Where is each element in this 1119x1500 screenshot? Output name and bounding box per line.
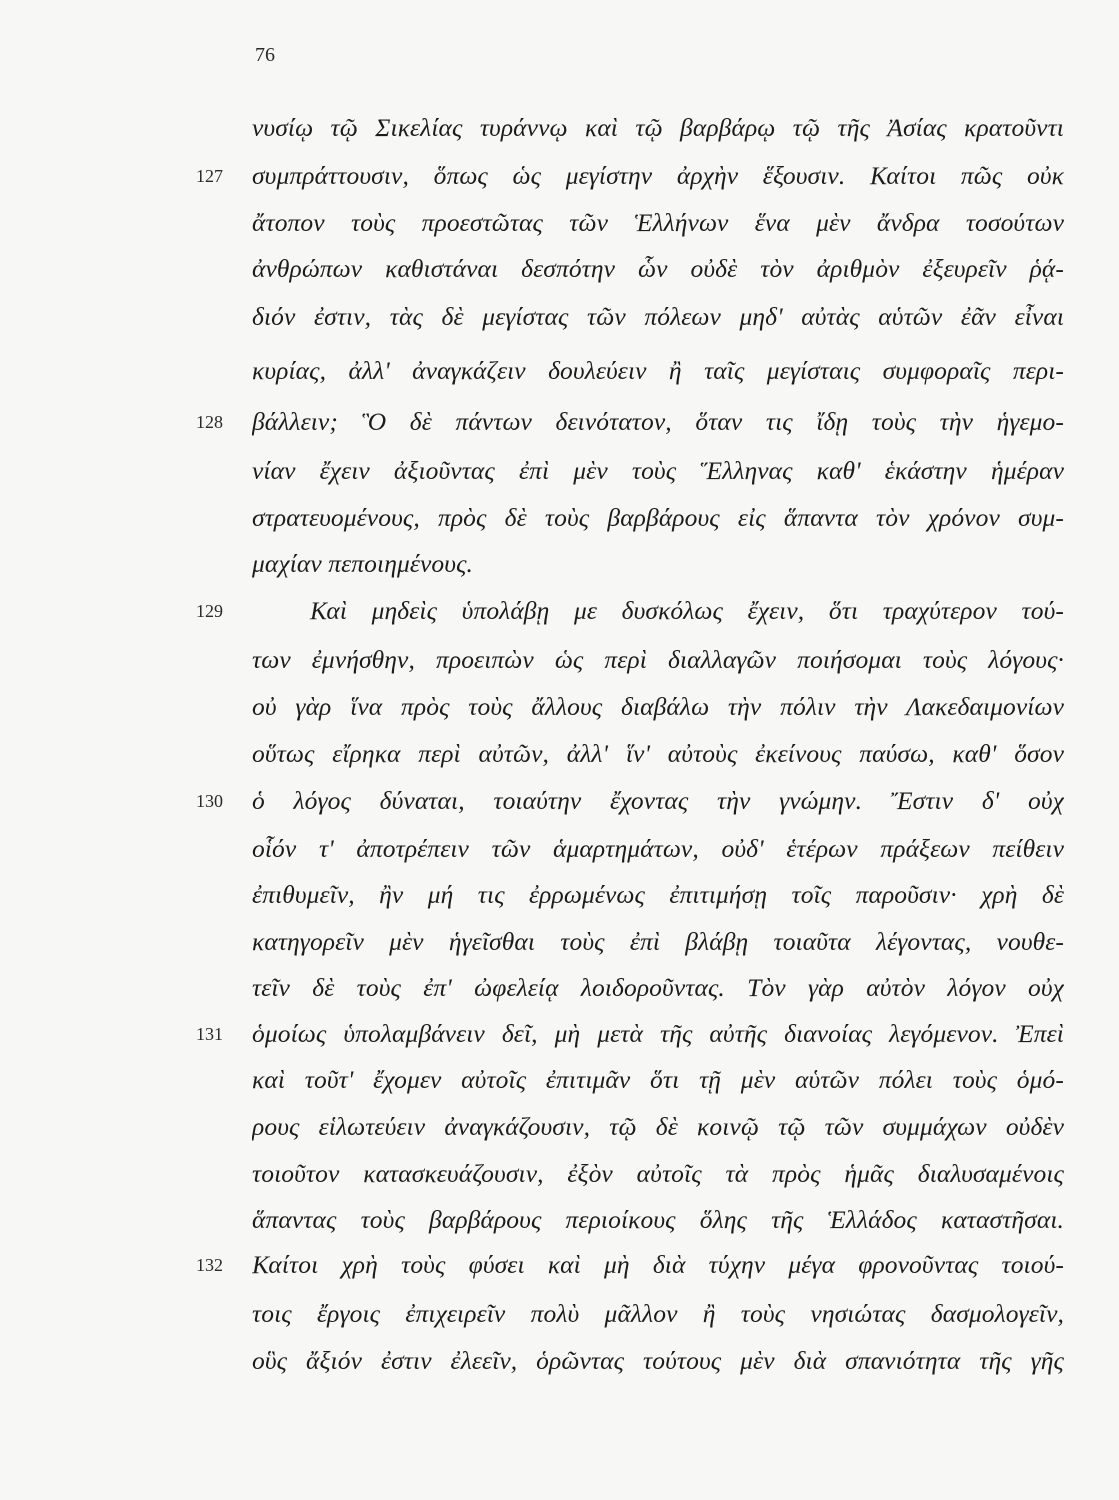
text-line: Καίτοι χρὴ τοὺς φύσει καὶ μὴ διὰ τύχην μέγα φρονοῦντας τοιού- [252,1250,1064,1279]
text-line: τοις ἔργοις ἐπιχειρεῖν πολὺ μᾶλλον ἢ τοὺς νησιώτας δασμολογεῖν, [252,1299,1064,1328]
text-line: οὓς ἄξιόν ἐστιν ἐλεεῖν, ὁρῶντας τούτους μὲν διὰ σπανιότητα τῆς γῆς [252,1346,1064,1375]
text-line: διόν ἐστιν, τὰς δὲ μεγίστας τῶν πόλεων μηδ' αὐτὰς αὑτῶν ἐᾶν εἶναι [252,302,1064,331]
page-number: 76 [255,44,275,66]
text-line: ρους εἱλωτεύειν ἀναγκάζουσιν, τῷ δὲ κοινῷ τῷ τῶν συμμάχων οὐδὲν [252,1112,1064,1141]
text-line: οὐ γὰρ ἵνα πρὸς τοὺς ἄλλους διαβάλω τὴν πόλιν τὴν Λακεδαιμονίων [252,692,1064,721]
margin-section-number: 128 [196,412,223,432]
margin-section-number: 132 [196,1255,223,1275]
text-line: νίαν ἔχειν ἀξιοῦντας ἐπὶ μὲν τοὺς Ἕλληνας καθ' ἑκάστην ἡμέραν [252,456,1064,485]
text-line: ἐπιθυμεῖν, ἢν μή τις ἐρρωμένως ἐπιτιμήσῃ τοῖς παροῦσιν· χρὴ δὲ [252,880,1064,909]
text-line: τεῖν δὲ τοὺς ἐπ' ὠφελείᾳ λοιδοροῦντας. Τὸν γὰρ αὐτὸν λόγον οὐχ [252,973,1064,1002]
text-line: καὶ τοῦτ' ἔχομεν αὐτοῖς ἐπιτιμᾶν ὅτι τῇ μὲν αὑτῶν πόλει τοὺς ὁμό- [252,1065,1064,1094]
margin-section-number: 131 [196,1024,223,1044]
text-line: οὕτως εἴρηκα περὶ αὐτῶν, ἀλλ' ἵν' αὐτοὺς ἐκείνους παύσω, καθ' ὅσον [252,739,1064,768]
text-line: ὁ λόγος δύναται, τοιαύτην ἔχοντας τὴν γνώμην. Ἔστιν δ' οὐχ [252,786,1064,815]
text-line: βάλλειν; Ὃ δὲ πάντων δεινότατον, ὅταν τις ἴδῃ τοὺς τὴν ἡγεμο- [252,407,1064,436]
text-line: κατηγορεῖν μὲν ἡγεῖσθαι τοὺς ἐπὶ βλάβῃ τοιαῦτα λέγοντας, νουθε- [252,927,1064,956]
text-line: μαχίαν πεποιημένους. [252,549,473,578]
margin-section-number: 127 [196,166,223,186]
text-line: τοιοῦτον κατασκευάζουσιν, ἐξὸν αὐτοῖς τὰ πρὸς ἡμᾶς διαλυσαμένοις [252,1159,1064,1188]
text-line: των ἐμνήσθην, προειπὼν ὡς περὶ διαλλαγῶν ποιήσομαι τοὺς λόγους· [252,645,1064,674]
text-line: ἄτοπον τοὺς προεστῶτας τῶν Ἑλλήνων ἕνα μὲν ἄνδρα τοσούτων [252,208,1064,237]
text-line: ἀνθρώπων καθιστάναι δεσπότην ὧν οὐδὲ τὸν ἀριθμὸν ἐξευρεῖν ῥᾴ- [252,254,1064,283]
margin-section-number: 130 [196,791,223,811]
text-line: Καὶ μηδεὶς ὑπολάβῃ με δυσκόλως ἔχειν, ὅτι τραχύτερον τού- [310,596,1064,625]
margin-section-number: 129 [196,601,223,621]
text-line: συμπράττουσιν, ὅπως ὡς μεγίστην ἀρχὴν ἕξουσιν. Καίτοι πῶς οὐκ [252,161,1064,190]
text-line: στρατευομένους, πρὸς δὲ τοὺς βαρβάρους εἰς ἅπαντα τὸν χρόνον συμ- [252,503,1064,532]
text-line: ἅπαντας τοὺς βαρβάρους περιοίκους ὅλης τῆς Ἑλλάδος καταστῆσαι. [252,1205,1064,1234]
text-line: ὁμοίως ὑπολαμβάνειν δεῖ, μὴ μετὰ τῆς αὐτῆς διανοίας λεγόμενον. Ἐπεὶ [252,1019,1064,1048]
text-line: οἷόν τ' ἀποτρέπειν τῶν ἁμαρτημάτων, οὐδ' ἑτέρων πράξεων πείθειν [252,834,1064,863]
text-line: κυρίας, ἀλλ' ἀναγκάζειν δουλεύειν ἢ ταῖς μεγίσταις συμφοραῖς περι- [252,356,1064,385]
text-line: νυσίῳ τῷ Σικελίας τυράννῳ καὶ τῷ βαρβάρῳ τῷ τῆς Ἀσίας κρατοῦντι [252,113,1064,142]
